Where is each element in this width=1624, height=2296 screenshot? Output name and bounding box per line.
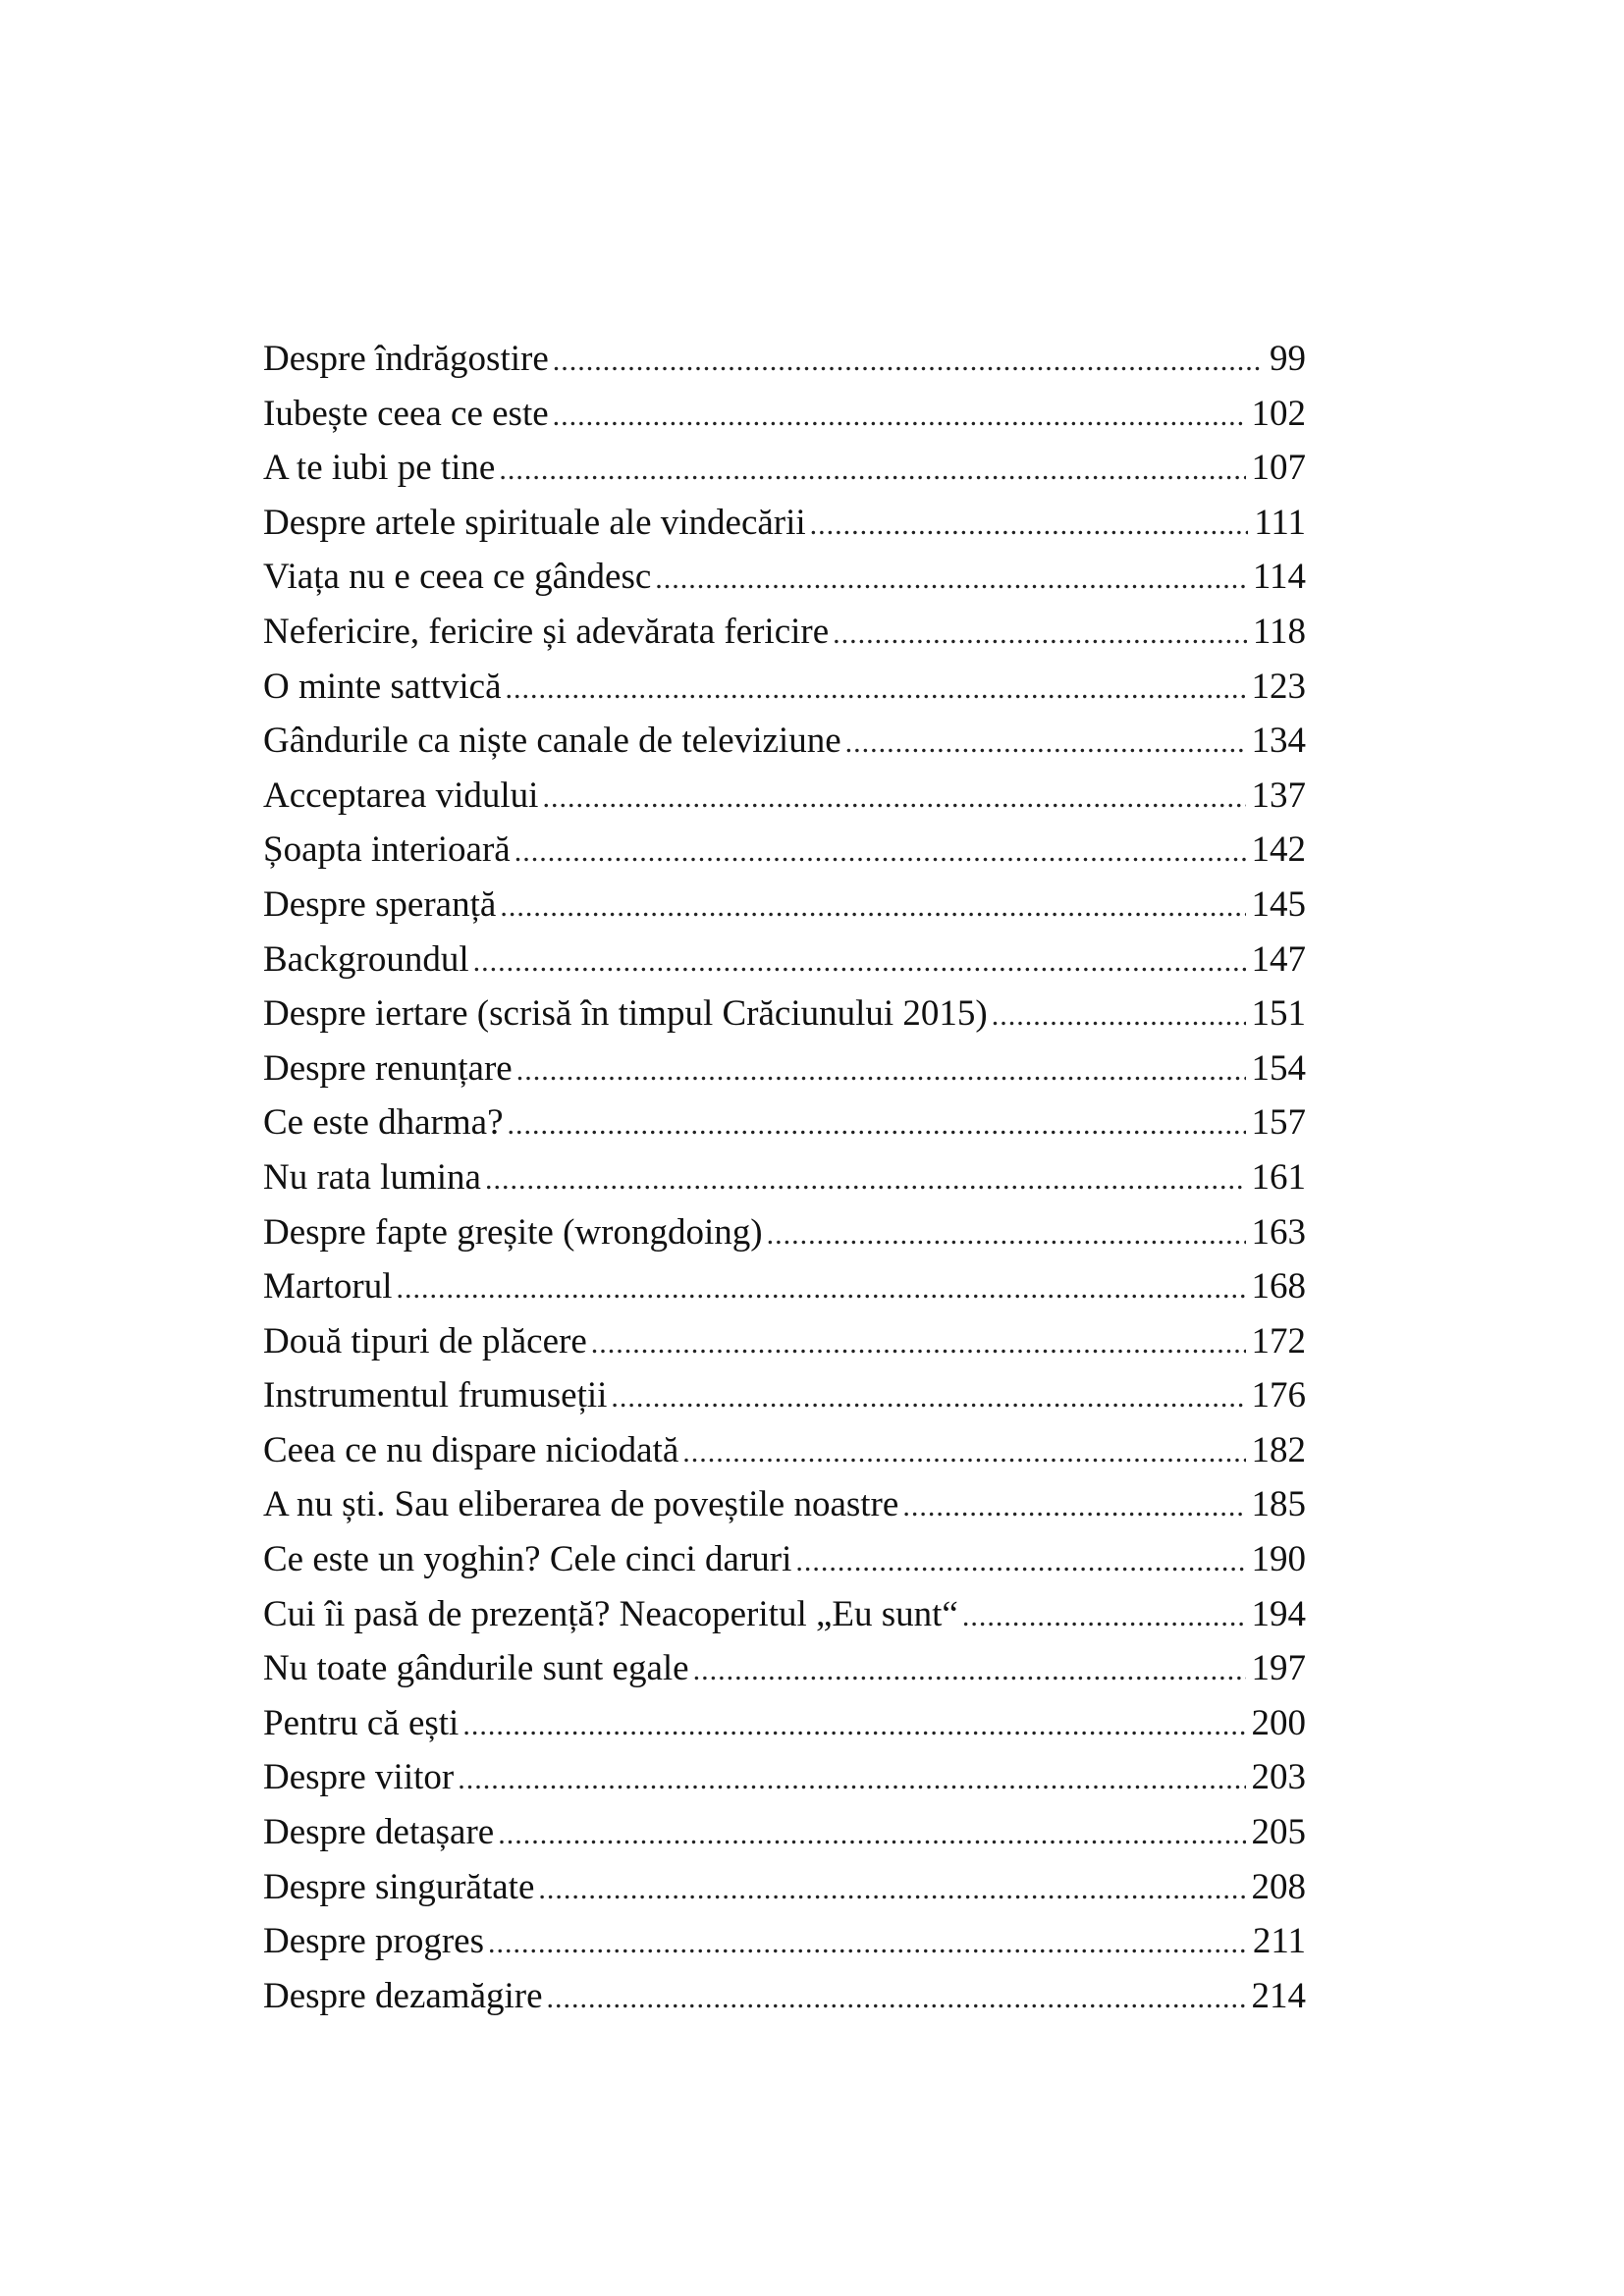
toc-entry-title: Backgroundul (263, 938, 469, 980)
toc-entry (263, 933, 1306, 988)
dot-leader (767, 1207, 1246, 1262)
toc-entry-page-number: 197 (1251, 1648, 1306, 1689)
toc-entry-title: Despre artele spirituale ale vindecării (263, 502, 806, 543)
toc-entry (263, 660, 1306, 715)
toc-entry (263, 1696, 1306, 1751)
dot-leader (553, 389, 1246, 444)
toc-entry-title: Cui îi pasă de prezență? Neacoperitul „Eu sunt“ (263, 1593, 958, 1634)
dot-leader (488, 1916, 1247, 1971)
toc-entry-title: Pentru că ești (263, 1702, 460, 1743)
toc-entry-page-number: 208 (1251, 1866, 1306, 1907)
toc-entry-page-number: 157 (1251, 1102, 1306, 1144)
toc-entry-title: A te iubi pe tine (263, 448, 496, 489)
toc-entry-title: Despre speranță (263, 883, 497, 925)
toc-entry (263, 823, 1306, 878)
toc-entry-title: Acceptarea vidului (263, 774, 539, 816)
toc-entry (263, 1641, 1306, 1696)
toc-entry (263, 878, 1306, 933)
toc-entry-title: Iubește ceea ce este (263, 393, 549, 434)
toc-entry (263, 332, 1306, 387)
toc-entry-page-number: 194 (1251, 1593, 1306, 1634)
toc-entry-page-number: 123 (1251, 666, 1306, 707)
toc-entry-page-number: 114 (1252, 557, 1306, 598)
dot-leader (591, 1316, 1246, 1371)
dot-leader (682, 1425, 1245, 1480)
toc-entry-page-number: 214 (1251, 1975, 1306, 2016)
toc-entry-page-number: 176 (1251, 1375, 1306, 1416)
toc-entry-title: Viața nu e ceea ce gândesc (263, 557, 652, 598)
toc-entry-title: Ce este un yoghin? Cele cinci daruri (263, 1539, 792, 1580)
toc-entry (263, 1368, 1306, 1423)
toc-entry-title: Despre detașare (263, 1812, 495, 1853)
toc-entry (263, 1423, 1306, 1478)
toc-entry-title: Nu rata lumina (263, 1156, 481, 1198)
toc-entry (263, 1532, 1306, 1587)
toc-entry (263, 605, 1306, 660)
dot-leader (962, 1589, 1246, 1644)
dot-leader (547, 1971, 1246, 2026)
toc-entry-page-number: 102 (1251, 393, 1306, 434)
dot-leader (795, 1534, 1245, 1589)
toc-entry-page-number: 185 (1251, 1484, 1306, 1525)
toc-entry (263, 1587, 1306, 1642)
toc-entry-page-number: 147 (1251, 938, 1306, 980)
toc-entry-page-number: 111 (1254, 502, 1306, 543)
toc-entry-page-number: 134 (1251, 721, 1306, 762)
toc-entry-page-number: 151 (1251, 993, 1306, 1035)
dot-leader (500, 880, 1245, 934)
dot-leader (611, 1370, 1245, 1425)
toc-entry (263, 1969, 1306, 2024)
toc-entry-title: Despre îndrăgostire (263, 339, 549, 379)
dot-leader (499, 443, 1245, 498)
toc-entry-title: Instrumentul frumuseții (263, 1375, 608, 1416)
toc-entry-page-number: 154 (1251, 1047, 1306, 1089)
toc-entry-title: Două tipuri de plăcere (263, 1320, 587, 1362)
toc-entry (263, 714, 1306, 769)
toc-entry (263, 1860, 1306, 1915)
toc-entry-page-number: 118 (1252, 611, 1306, 652)
toc-entry-page-number: 137 (1251, 774, 1306, 816)
toc-entry-page-number: 142 (1251, 829, 1306, 871)
toc-entry-title: Nu toate gândurile sunt egale (263, 1648, 689, 1689)
dot-leader (845, 716, 1246, 771)
table-of-contents (263, 332, 1306, 2023)
toc-entry-title: Nefericire, fericire și adevărata fericire (263, 611, 830, 652)
dot-leader (516, 1043, 1246, 1098)
toc-entry (263, 1259, 1306, 1314)
toc-entry-page-number: 203 (1251, 1757, 1306, 1798)
toc-entry-title: Despre iertare (scrisă în timpul Crăciunului 2015) (263, 993, 988, 1035)
toc-entry-page-number: 190 (1251, 1539, 1306, 1580)
toc-entry-title: Despre singurătate (263, 1866, 535, 1907)
dot-leader (902, 1479, 1245, 1534)
toc-entry-title: Gândurile ca niște canale de televiziune (263, 721, 841, 762)
toc-entry-page-number: 172 (1251, 1320, 1306, 1362)
dot-leader (542, 771, 1245, 826)
dot-leader (462, 1698, 1245, 1753)
toc-entry-page-number: 211 (1252, 1921, 1306, 1962)
toc-entry-page-number: 99 (1270, 339, 1306, 379)
toc-entry (263, 496, 1306, 551)
toc-entry (263, 441, 1306, 496)
toc-entry (263, 1914, 1306, 1969)
dot-leader (693, 1643, 1246, 1698)
dot-leader (655, 552, 1247, 607)
dot-leader (553, 334, 1264, 389)
toc-entry (263, 550, 1306, 605)
toc-entry-title: Despre progres (263, 1921, 484, 1962)
toc-entry (263, 1095, 1306, 1150)
dot-leader (498, 1807, 1245, 1862)
toc-entry (263, 987, 1306, 1041)
toc-entry-title: Ce este dharma? (263, 1102, 504, 1144)
toc-entry (263, 1150, 1306, 1205)
dot-leader (514, 825, 1246, 880)
toc-entry (263, 1314, 1306, 1369)
dot-leader (506, 662, 1246, 717)
toc-entry (263, 1750, 1306, 1805)
toc-entry-title: A nu ști. Sau eliberarea de poveștile noastre (263, 1484, 899, 1525)
toc-entry-page-number: 107 (1251, 448, 1306, 489)
toc-entry (263, 1477, 1306, 1532)
dot-leader (992, 988, 1246, 1043)
toc-entry-title: Despre viitor (263, 1757, 455, 1798)
dot-leader (485, 1152, 1246, 1207)
toc-entry-page-number: 168 (1251, 1266, 1306, 1308)
toc-entry-page-number: 163 (1251, 1211, 1306, 1253)
toc-entry-title: O minte sattvică (263, 666, 502, 707)
dot-leader (833, 607, 1247, 662)
dot-leader (538, 1862, 1245, 1917)
dot-leader (397, 1261, 1246, 1316)
toc-entry-page-number: 205 (1251, 1812, 1306, 1853)
toc-entry-title: Șoapta interioară (263, 829, 511, 871)
toc-entry-title: Martorul (263, 1266, 393, 1308)
toc-entry (263, 1041, 1306, 1096)
toc-entry-title: Despre dezamăgire (263, 1975, 543, 2016)
toc-entry-page-number: 200 (1251, 1702, 1306, 1743)
toc-entry (263, 1205, 1306, 1260)
dot-leader (458, 1752, 1245, 1807)
dot-leader (508, 1097, 1246, 1152)
toc-entry-page-number: 145 (1251, 883, 1306, 925)
toc-entry-page-number: 161 (1251, 1156, 1306, 1198)
toc-entry (263, 387, 1306, 442)
dot-leader (810, 498, 1249, 553)
toc-entry-page-number: 182 (1251, 1429, 1306, 1470)
toc-entry-title: Despre renunțare (263, 1047, 513, 1089)
toc-entry (263, 1805, 1306, 1860)
toc-entry (263, 769, 1306, 824)
toc-entry-title: Ceea ce nu dispare niciodată (263, 1429, 679, 1470)
toc-entry-title: Despre fapte greșite (wrongdoing) (263, 1211, 763, 1253)
dot-leader (473, 934, 1246, 989)
